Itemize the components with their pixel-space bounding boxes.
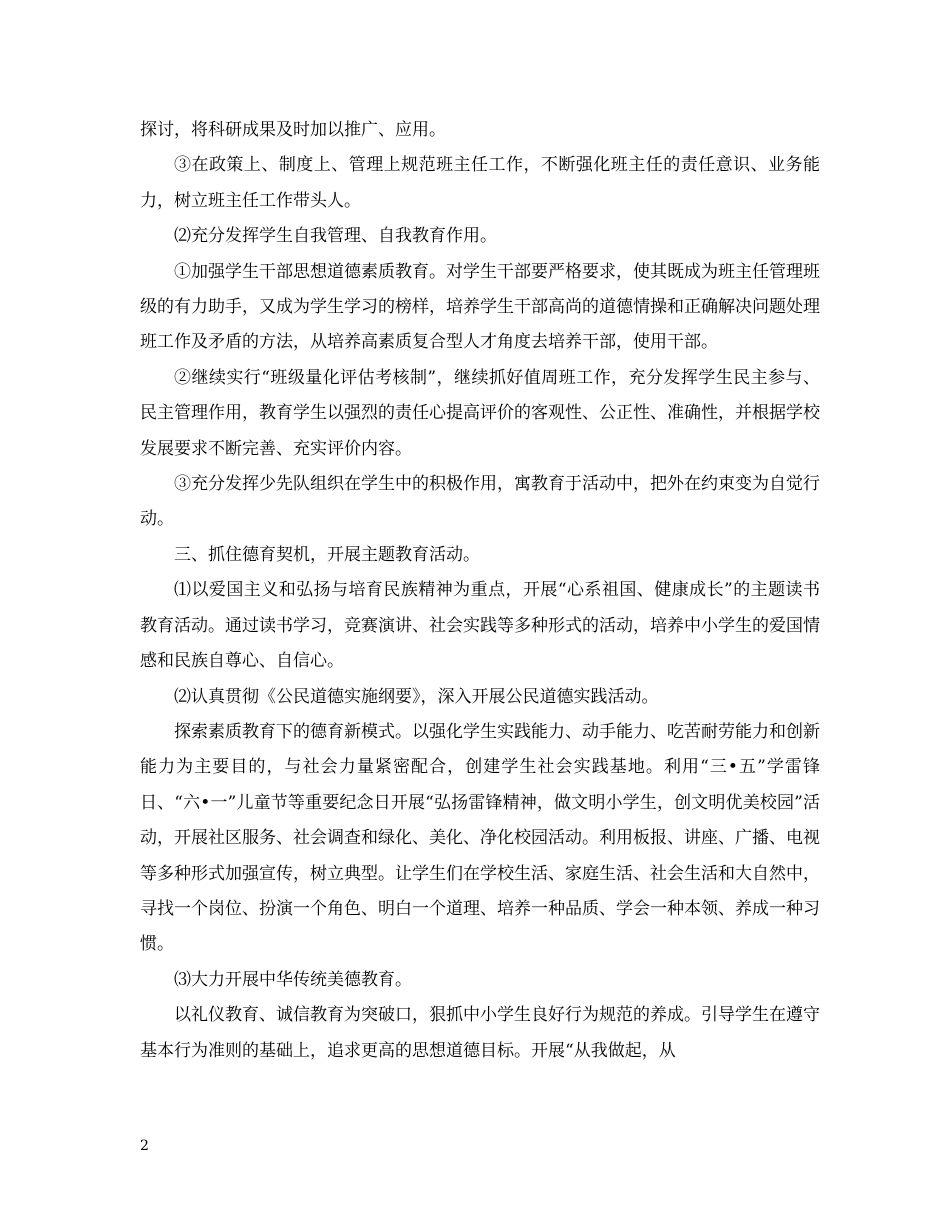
document-body [140, 113, 820, 1069]
paragraph: ①加强学生干部思想道德素质教育。对学生干部要严格要求，使其既成为班主任管理班级的有力助手，又成为学生学习的榜样，培养学生干部高尚的道德情操和正确解决问题处理班工作及矛盾的方法，从培养高素质复合型人才角度去培养干部，使用干部。 [140, 261, 820, 353]
section-heading: 三、抓住德育契机，开展主题教育活动。 [174, 544, 480, 565]
paragraph: 探讨，将科研成果及时加以推广、应用。 [140, 120, 446, 140]
paragraph: 以礼仪教育、诚信教育为突破口，狠抓中小学生良好行为规范的养成。引导学生在遵守基本行为准则的基础上，追求更高的思想道德目标。开展“从我做起，从 [140, 1005, 820, 1061]
paragraph: ⑵充分发挥学生自我管理、自我教育作用。 [174, 226, 497, 247]
paragraph: ⑶大力开展中华传统美德教育。 [174, 969, 412, 990]
paragraph: 探索素质教育下的德育新模式。以强化学生实践能力、动手能力、吃苦耐劳能力和创新能力为主要目的，与社会力量紧密配合，创建学生社会实践基地。利用“三•五”学雷锋日、“六•一”儿童节等重要纪念日开展“弘扬雷锋精神，做文明小学生，创文明优美校园”活动，开展社区服务、社会调查和绿化、美化、净化校园活动。利用板报、讲座、广播、电视等多种形式加强宣传，树立典型。让学生们在学校生活、家庭生活、社会生活和大自然中，寻找一个岗位、扮演一个角色、明白一个道理、培养一种品质、学会一种本领、养成一种习惯。 [140, 721, 820, 955]
paragraph: ③在政策上、制度上、管理上规范班主任工作，不断强化班主任的责任意识、业务能力，树立班主任工作带头人。 [140, 155, 820, 211]
paragraph: ⑴以爱国主义和弘扬与培育民族精神为重点，开展“心系祖国、健康成长”的主题读书教育活动。通过读书学习，竞赛演讲、社会实践等多种形式的活动，培养中小学生的爱国情感和民族自尊心、自信心。 [140, 580, 820, 672]
paragraph: ②继续实行“班级量化评估考核制”，继续抓好值周班工作，充分发挥学生民主参与、民主管理作用，教育学生以强烈的责任心提高评价的客观性、公正性、准确性，并根据学校发展要求不断完善、充实评价内容。 [140, 367, 820, 459]
page-number: 2 [140, 1138, 149, 1154]
paragraph: ③充分发挥少先队组织在学生中的积极作用，寓教育于活动中，把外在约束变为自觉行动。 [140, 474, 820, 530]
paragraph: ⑵认真贯彻《公民道德实施纲要》，深入开展公民道德实践活动。 [174, 686, 659, 707]
